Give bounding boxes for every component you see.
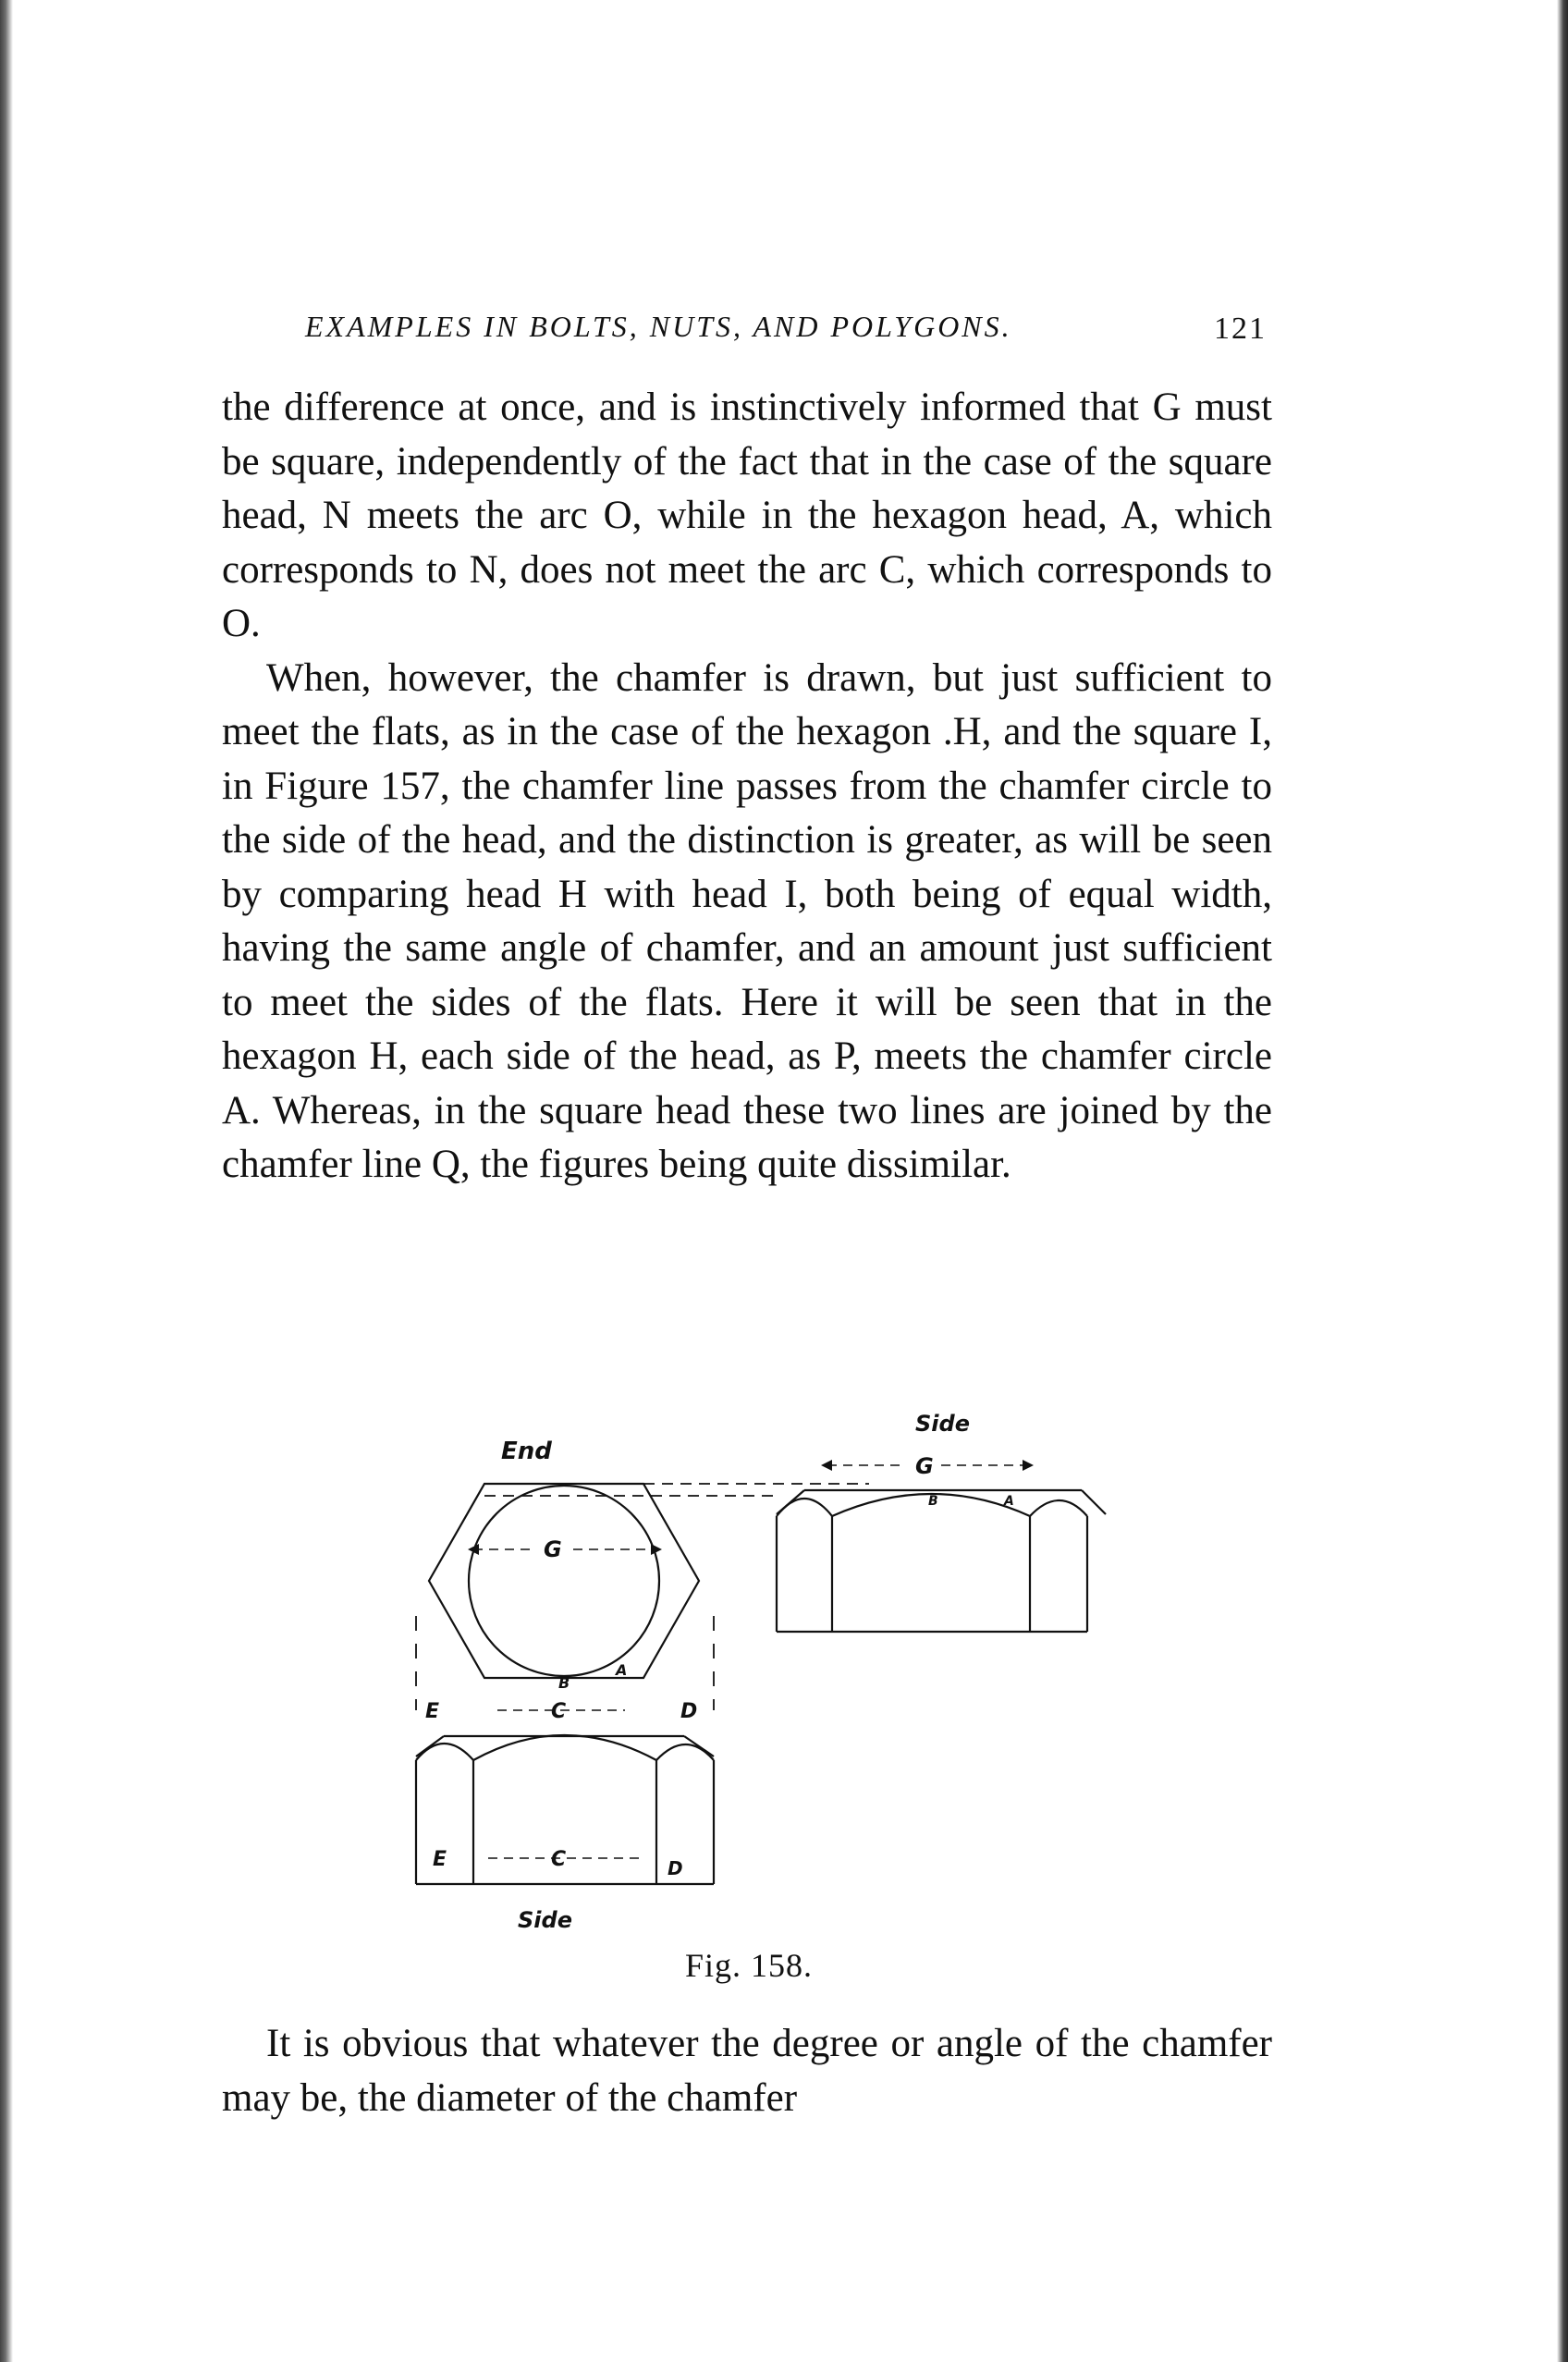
label-end: End <box>501 1438 552 1465</box>
arrow-g-top-left <box>821 1460 832 1471</box>
side-top-right-chamfer <box>1082 1490 1106 1514</box>
paragraph-chamfer-diameter: It is obvious that whatever the degree or angle of the chamfer may be, the diameter of the chamfer <box>222 2022 1272 2120</box>
figure-158 <box>388 1405 1109 1984</box>
label-dim-d-bottom: D <box>668 1857 683 1879</box>
side-bottom-right-chamfer <box>684 1736 714 1756</box>
label-dim-d-top: D <box>680 1700 698 1723</box>
side-bottom-left-chamfer <box>416 1736 444 1756</box>
paragraph-continuation: the difference at once, and is instinctively informed that G must be square, independently of the fact that in the case of the square head, N meets the arc O, while in the hexagon head, A, which corresponds to N, does not meet the arc C, which corresponds to O. <box>222 386 1272 645</box>
label-dim-g-mid: G <box>544 1536 562 1562</box>
side-bottom-arcs <box>416 1735 714 1760</box>
body-text-bottom <box>222 2017 1272 2125</box>
figure-caption: Fig. 158. <box>684 1947 814 1984</box>
running-head <box>305 310 1285 356</box>
page-edge-left <box>0 0 13 2362</box>
arrow-g-mid-right <box>651 1544 662 1555</box>
page-edge-right <box>1557 0 1568 2362</box>
label-mark-a-side: A <box>1004 1494 1014 1509</box>
label-dim-e-bottom: E <box>433 1848 447 1871</box>
label-dim-c-bottom: C <box>551 1848 567 1871</box>
label-mark-b-hex: B <box>558 1674 570 1692</box>
running-title: EXAMPLES IN BOLTS, NUTS, AND POLYGONS. <box>305 310 1012 343</box>
label-mark-b-side: B <box>928 1494 938 1509</box>
label-mark-a-hex: A <box>616 1661 628 1679</box>
label-side-top: Side <box>915 1411 970 1437</box>
label-side-bottom: Side <box>518 1907 572 1933</box>
paragraph-chamfer-flats: When, however, the chamfer is drawn, but just sufficient to meet the flats, as in the case of the hexagon .H, and the square I, in Figure 157, the chamfer line passes from the chamfer circle to the side of the head, and the distinction is greater, as will be seen by comparing head H with head I, both being of equal width, having the same angle of chamfer, and an amount just sufficient to meet the sides of the flats. Here it will be seen that in the hexagon H, each side of the head, as P, meets the chamfer circle A. Whereas, in the square head these two lines are joined by the chamfer line Q, the figures being quite dissimilar. <box>222 655 1272 1186</box>
page-number: 121 <box>1214 312 1267 346</box>
label-dim-e-top: E <box>425 1700 440 1723</box>
chamfer-circle <box>469 1486 659 1676</box>
arrow-g-top-right <box>1023 1460 1034 1471</box>
label-dim-c-top: C <box>551 1700 567 1723</box>
label-dim-g-top: G <box>915 1453 934 1479</box>
bolt-head-diagram <box>388 1405 1109 1941</box>
body-text-top <box>222 381 1272 1193</box>
